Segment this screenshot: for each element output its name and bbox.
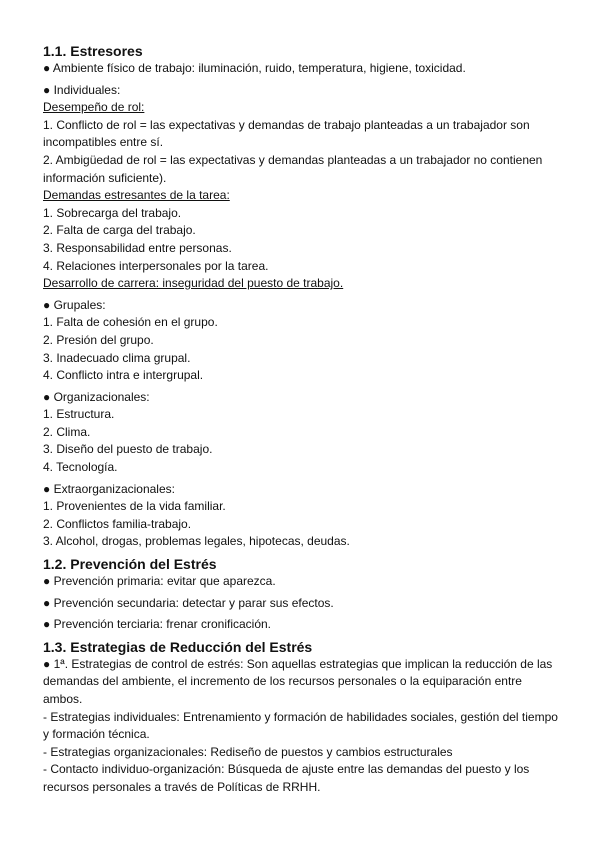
list-item: 1. Provenientes de la vida familiar.	[43, 499, 226, 514]
bullet-extraorganizacionales: ● Extraorganizacionales:	[43, 481, 175, 496]
bullet-prevencion: ● Prevención primaria: evitar que aparezca.	[43, 574, 276, 589]
list-item: 2. Presión del grupo.	[43, 332, 154, 347]
bullet-prevencion: ● Prevención terciaria: frenar cronificación.	[43, 617, 272, 632]
list-item: 3. Alcohol, drogas, problemas legales, hipotecas, deudas.	[43, 534, 350, 549]
paragraph-estrategias: - Estrategias organizacionales: Rediseño de puestos y cambios estructurales	[43, 744, 453, 759]
list-item: 1. Sobrecarga del trabajo.	[43, 205, 182, 220]
paragraph-estrategias: - Contacto individuo-organización: Búsqueda de ajuste entre las demandas del puesto y los recursos personales a través de Políticas de RRHH.	[43, 762, 530, 794]
list-item: 2. Falta de carga del trabajo.	[43, 223, 196, 238]
list-item: 3. Inadecuado clima grupal.	[43, 350, 191, 365]
paragraph-estrategias: - Estrategias individuales: Entrenamiento y formación de habilidades sociales, gestión del tiempo y formación técnica.	[43, 709, 558, 742]
list-item: 2. Conflictos familia-trabajo.	[43, 516, 192, 531]
section-title-estrategias: 1.3. Estrategias de Reducción del Estrés	[43, 638, 313, 655]
subheading-carrera: Desarrollo de carrera: inseguridad del puesto de trabajo.	[43, 276, 344, 291]
list-item: 2. Clima.	[43, 424, 91, 439]
list-item: 1. Conflicto de rol = las expectativas y demandas de trabajo planteadas a un trabajador son incompatibles entre sí.	[43, 117, 530, 150]
document-page	[43, 42, 563, 797]
bullet-organizacionales: ● Organizacionales:	[43, 389, 150, 404]
bullet-prevencion: ● Prevención secundaria: detectar y parar sus efectos.	[43, 595, 334, 610]
bullet-ambiente: ● Ambiente físico de trabajo: iluminación, ruido, temperatura, higiene, toxicidad.	[43, 61, 466, 75]
list-item: 2. Ambigüedad de rol = las expectativas y demandas planteadas a un trabajador no contienen información suficiente).	[43, 152, 543, 185]
subheading-demandas: Demandas estresantes de la tarea:	[43, 188, 230, 203]
list-item: 1. Falta de cohesión en el grupo.	[43, 315, 218, 330]
bullet-individuales: ● Individuales:	[43, 82, 121, 97]
list-item: 3. Diseño del puesto de trabajo.	[43, 442, 213, 457]
list-item: 4. Relaciones interpersonales por la tarea.	[43, 258, 269, 273]
section-title-prevencion: 1.2. Prevención del Estrés	[43, 556, 217, 573]
list-item: 4. Conflicto intra e intergrupal.	[43, 368, 204, 383]
list-item: 3. Responsabilidad entre personas.	[43, 240, 232, 255]
section-title-estresores: 1.1. Estresores	[43, 43, 143, 59]
list-item: 4. Tecnología.	[43, 460, 118, 475]
paragraph-estrategias: ● 1ª. Estrategias de control de estrés: Son aquellas estrategias que implican la reducción de las demandas del ambiente, el incremento de los recursos personales o la equiparación entre ambos.	[43, 656, 553, 706]
subheading-desempeno: Desempeño de rol:	[43, 100, 145, 115]
bullet-grupales: ● Grupales:	[43, 297, 106, 312]
list-item: 1. Estructura.	[43, 407, 115, 422]
